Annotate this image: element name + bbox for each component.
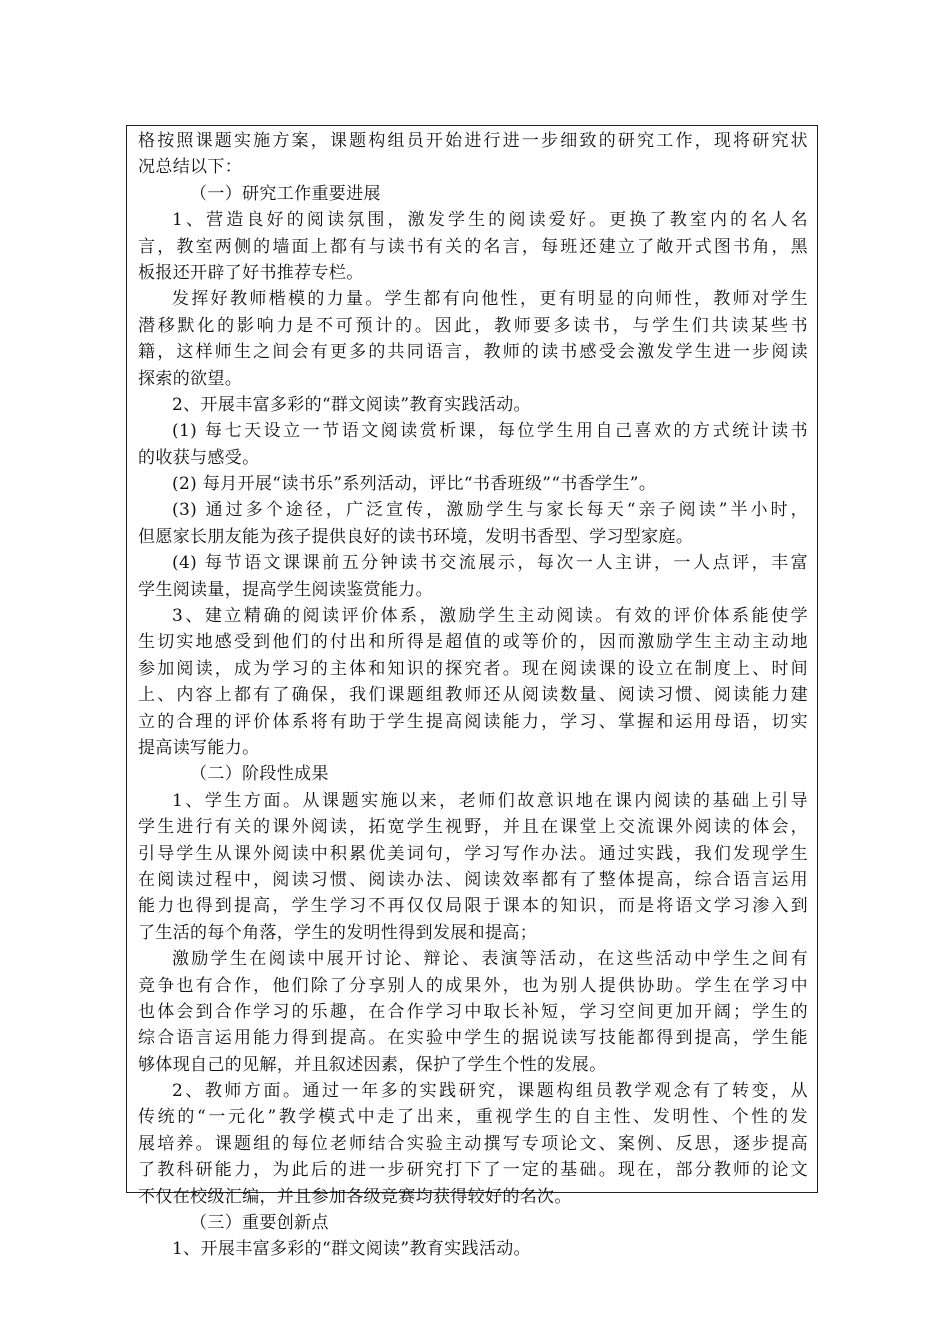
text-line: 激励学生在阅读中展开讨论、辩论、表演等活动，在这些活动中学生之间有 xyxy=(172,949,808,970)
section-heading: （二）阶段性成果 xyxy=(190,764,329,785)
text-line: 板报还开辟了好书推荐专栏。 xyxy=(138,262,364,283)
text-line: 上、内容上都有了确保，我们课题组教师还从阅读数量、阅读习惯、阅读能力建 xyxy=(138,685,808,706)
text-line: 了教科研能力，为此后的进一步研究打下了一定的基础。现在，部分教师的论文 xyxy=(138,1160,808,1181)
section-heading: （三）重要创新点 xyxy=(190,1213,329,1234)
text-line: 能力也得到提高，学生学习不再仅仅局限于课本的知识，而是将语文学习渗入到 xyxy=(138,896,808,917)
report-body xyxy=(138,128,808,1263)
text-line: 格按照课题实施方案，课题构组员开始进行进一步细致的研究工作，现将研究状 xyxy=(138,131,808,151)
text-line: 但愿家长朋友能为孩子提供良好的读书环境，发明书香型、学习型家庭。 xyxy=(138,526,694,547)
text-line: 传统的“一元化”教学模式中走了出来，重视学生的自主性、发明性、个性的发 xyxy=(138,1107,808,1128)
text-line: 够体现自己的见解，并且叙述因素，保护了学生个性的发展。 xyxy=(138,1054,607,1075)
text-line: 立的合理的评价体系将有助于学生提高阅读能力，学习、掌握和运用母语，切实 xyxy=(138,711,808,732)
text-line: 综合语言运用能力得到提高。在实验中学生的据说读写技能都得到提高，学生能 xyxy=(138,1028,808,1049)
section-heading: （一）研究工作重要进展 xyxy=(190,183,381,204)
text-line: (4) 每节语文课课前五分钟读书交流展示，每次一人主讲，一人点评，丰富 xyxy=(172,553,808,574)
text-line: 生切实地感受到他们的付出和所得是超值的或等价的，因而激励学生主动主动地 xyxy=(138,632,808,653)
text-line: 1、开展丰富多彩的“群文阅读”教育实践活动。 xyxy=(172,1239,531,1260)
text-line: 了生活的每个角落，学生的发明性得到发展和提高； xyxy=(138,922,538,943)
text-line: 1、学生方面。从课题实施以来，老师们故意识地在课内阅读的基础上引导 xyxy=(172,790,808,811)
text-line: 2、教师方面。通过一年多的实践研究，课题构组员教学观念有了转变，从 xyxy=(172,1081,808,1102)
text-line: (1) 每七天设立一节语文阅读赏析课，每位学生用自己喜欢的方式统计读书 xyxy=(172,421,808,442)
text-line: 发挥好教师楷模的力量。学生都有向他性，更有明显的向师性，教师对学生 xyxy=(172,289,808,310)
table-cell-frame xyxy=(126,125,818,1260)
text-line: 展培养。课题组的每位老师结合实验主动撰写专项论文、案例、反思，逐步提高 xyxy=(138,1133,808,1154)
text-line: 言，教室两侧的墙面上都有与读书有关的名言，每班还建立了敞开式图书角，黑 xyxy=(138,236,808,257)
text-line: 引导学生从课外阅读中积累优美词句，学习写作办法。通过实践，我们发现学生 xyxy=(138,843,808,864)
text-line: 在阅读过程中，阅读习惯、阅读办法、阅读效率都有了整体提高，综合语言运用 xyxy=(138,869,808,890)
text-line: (3) 通过多个途径，广泛宣传，激励学生与家长每天“亲子阅读”半小时， xyxy=(172,500,808,521)
text-line: 3、建立精确的阅读评价体系，激励学生主动阅读。有效的评价体系能使学 xyxy=(172,606,808,627)
text-line: 学生阅读量，提高学生阅读鉴赏能力。 xyxy=(138,579,433,600)
text-line: 竞争也有合作，他们除了分享别人的成果外，也为别人提供协助。学生在学习中 xyxy=(138,975,808,996)
text-line: 潜移默化的影响力是不可预计的。因此，教师要多读书，与学生们共读某些书 xyxy=(138,315,808,336)
text-line: 2、开展丰富多彩的“群文阅读”教育实践活动。 xyxy=(172,394,531,415)
text-line: 学生进行有关的课外阅读，拓宽学生视野，并且在课堂上交流课外阅读的体会， xyxy=(138,817,808,838)
text-line: 参加阅读，成为学习的主体和知识的探究者。现在阅读课的设立在制度上、时间 xyxy=(138,658,808,679)
text-line: (2) 每月开展“读书乐”系列活动，评比“书香班级”“书香学生”。 xyxy=(172,474,657,495)
text-line: 1、营造良好的阅读氛围，激发学生的阅读爱好。更换了教室内的名人名 xyxy=(172,210,808,231)
text-line: 的收获与感受。 xyxy=(138,447,260,468)
text-line: 提高读写能力。 xyxy=(138,737,260,758)
text-line: 况总结以下： xyxy=(138,157,243,178)
text-line: 探索的欲望。 xyxy=(138,368,243,389)
text-line: 籍，这样师生之间会有更多的共同语言，教师的读书感受会激发学生进一步阅读 xyxy=(138,342,808,363)
text-line: 不仅在校级汇编，并且参加各级竞赛均获得较好的名次。 xyxy=(138,1186,572,1207)
text-line: 也体会到合作学习的乐趣，在合作学习中取长补短，学习空间更加开阔；学生的 xyxy=(138,1001,808,1022)
